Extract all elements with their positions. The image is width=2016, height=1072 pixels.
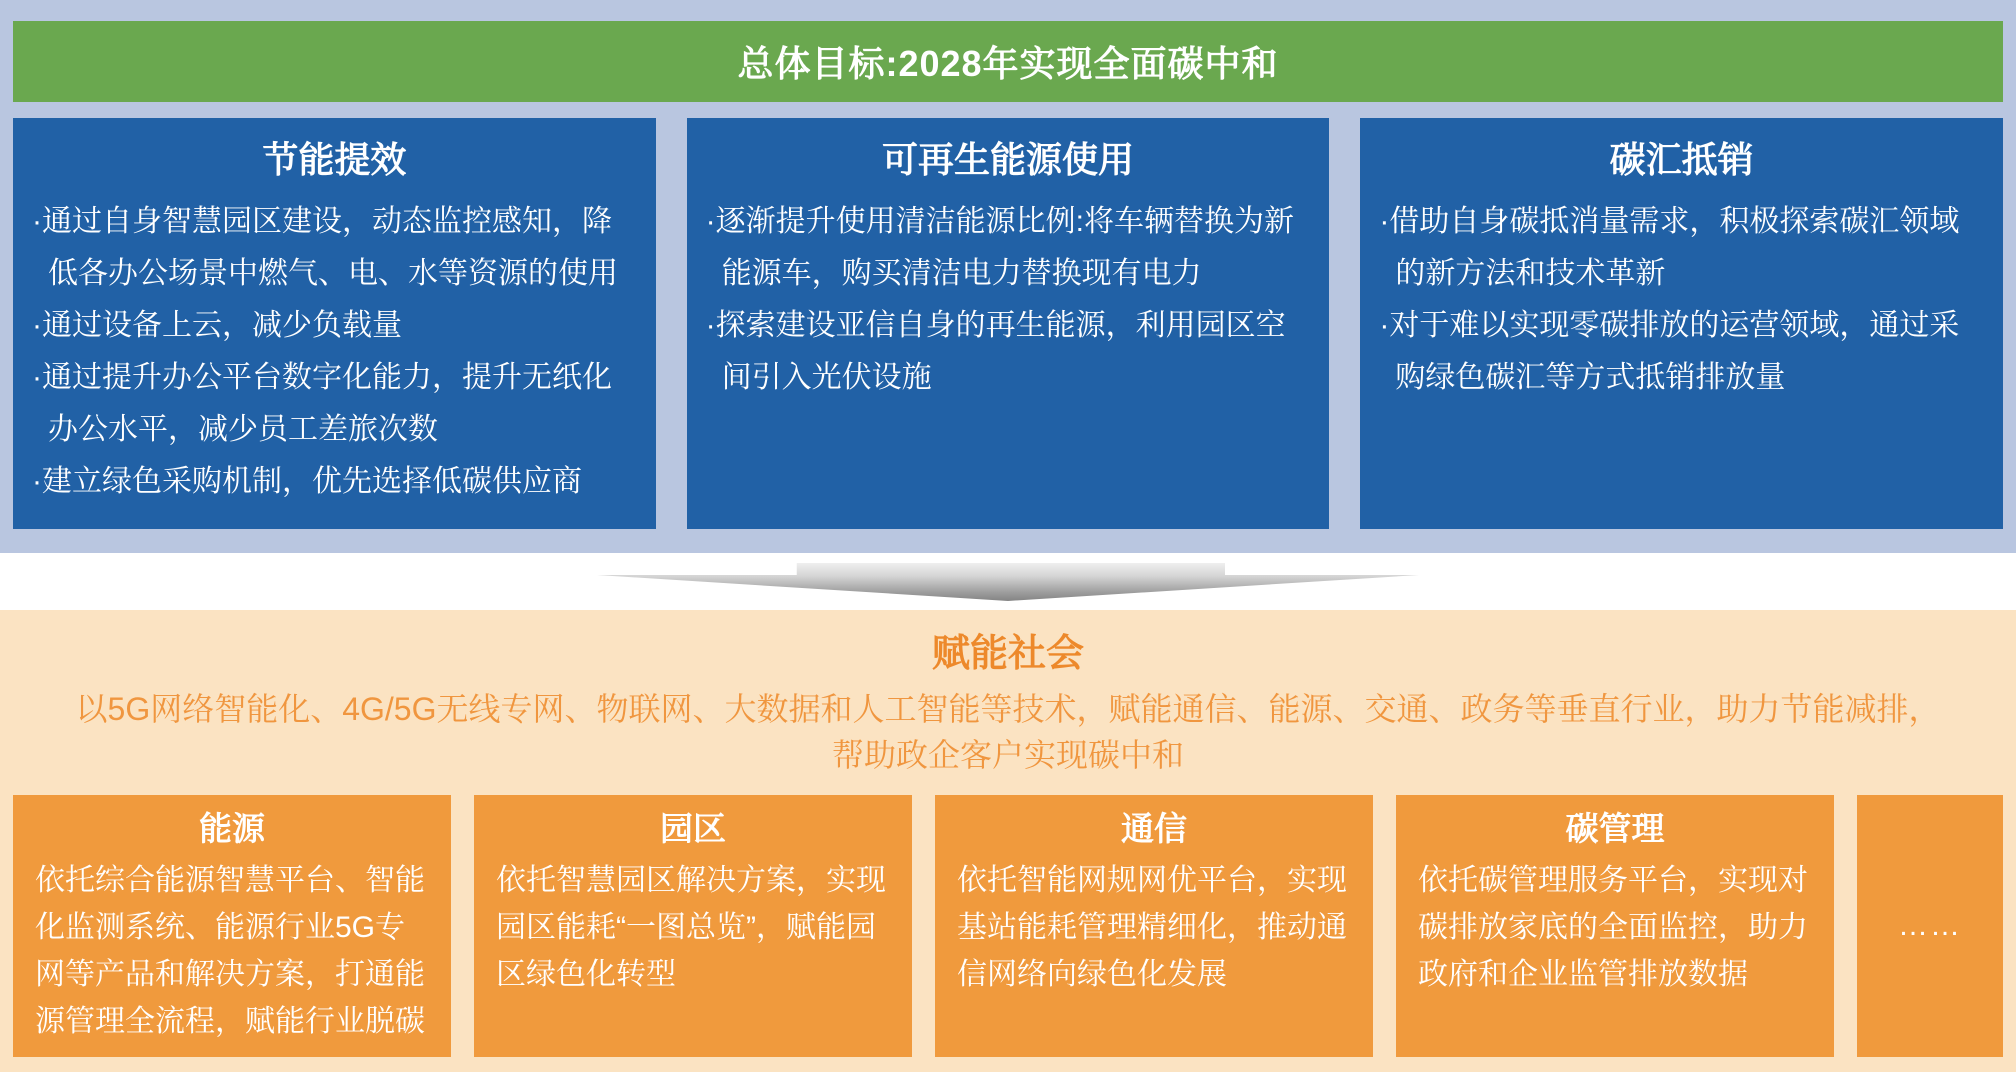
pillar-renewable-energy — [687, 118, 1330, 529]
card-more — [1857, 795, 2003, 1057]
card-title: 园区 — [660, 810, 726, 847]
down-arrow-icon — [597, 563, 1419, 601]
society-subtitle-line2: 帮助政企客户实现碳中和 — [831, 737, 1184, 773]
bullet-item: ·逐渐提升使用清洁能源比例:将车辆替换为新能源车，购买清洁电力替换现有电力 — [705, 205, 1294, 290]
card-body: 依托智能网规网优平台，实现基站能耗管理精细化，推动通信网络向绿色化发展 — [957, 864, 1347, 991]
society-subtitle — [13, 686, 2003, 778]
pillar-energy-saving — [13, 118, 656, 529]
card-campus — [474, 795, 912, 1057]
card-telecom — [935, 795, 1373, 1057]
society-section — [0, 610, 2016, 1072]
card-title: 通信 — [1121, 810, 1187, 847]
bullet-item: ·通过设备上云，减少负载量 — [32, 309, 402, 342]
industry-cards-row — [13, 795, 2003, 1057]
pillar-title: 可再生能源使用 — [882, 139, 1135, 180]
pillar-title: 碳汇抵销 — [1609, 139, 1754, 180]
overall-goal-banner — [13, 21, 2003, 102]
card-title: 碳管理 — [1565, 810, 1665, 847]
card-body: 依托综合能源智慧平台、智能化监测系统、能源行业5G专网等产品和解决方案，打通能源管理全流程，赋能行业脱碳 — [35, 864, 425, 1038]
pillars-row — [13, 118, 2003, 529]
society-subtitle-line1: 以5G网络智能化、4G/5G无线专网、物联网、大数据和人工智能等技术，赋能通信、能源、交通、政务等垂直行业，助力节能减排， — [75, 691, 1941, 727]
bullet-item: ·对于难以实现零碳排放的运营领域，通过采购绿色碳汇等方式抵销排放量 — [1379, 309, 1960, 394]
bullet-item: ·建立绿色采购机制，优先选择低碳供应商 — [32, 465, 582, 498]
card-carbon-management — [1396, 795, 1834, 1057]
bullet-item: ·探索建设亚信自身的再生能源，利用园区空间引入光伏设施 — [705, 309, 1286, 394]
bullet-item: ·通过自身智慧园区建设，动态监控感知，降低各办公场景中燃气、电、水等资源的使用 — [32, 205, 618, 290]
pillar-title: 节能提效 — [262, 139, 407, 180]
overall-goal-title: 总体目标:2028年实现全面碳中和 — [737, 43, 1279, 84]
pillar-carbon-offset — [1360, 118, 2003, 529]
card-body: 依托智慧园区解决方案，实现园区能耗“一图总览”，赋能园区绿色化转型 — [496, 864, 886, 991]
transition-band — [0, 553, 2016, 610]
card-title: 能源 — [199, 810, 265, 847]
society-title: 赋能社会 — [931, 633, 1084, 675]
bullet-item: ·通过提升办公平台数字化能力，提升无纸化办公水平，减少员工差旅次数 — [32, 361, 612, 446]
bullet-item: ·借助自身碳抵消量需求，积极探索碳汇领域的新方法和技术革新 — [1379, 205, 1960, 290]
ellipsis-label: …… — [1898, 909, 1962, 942]
card-energy — [13, 795, 451, 1057]
card-body: 依托碳管理服务平台，实现对碳排放家底的全面监控，助力政府和企业监管排放数据 — [1418, 864, 1808, 991]
